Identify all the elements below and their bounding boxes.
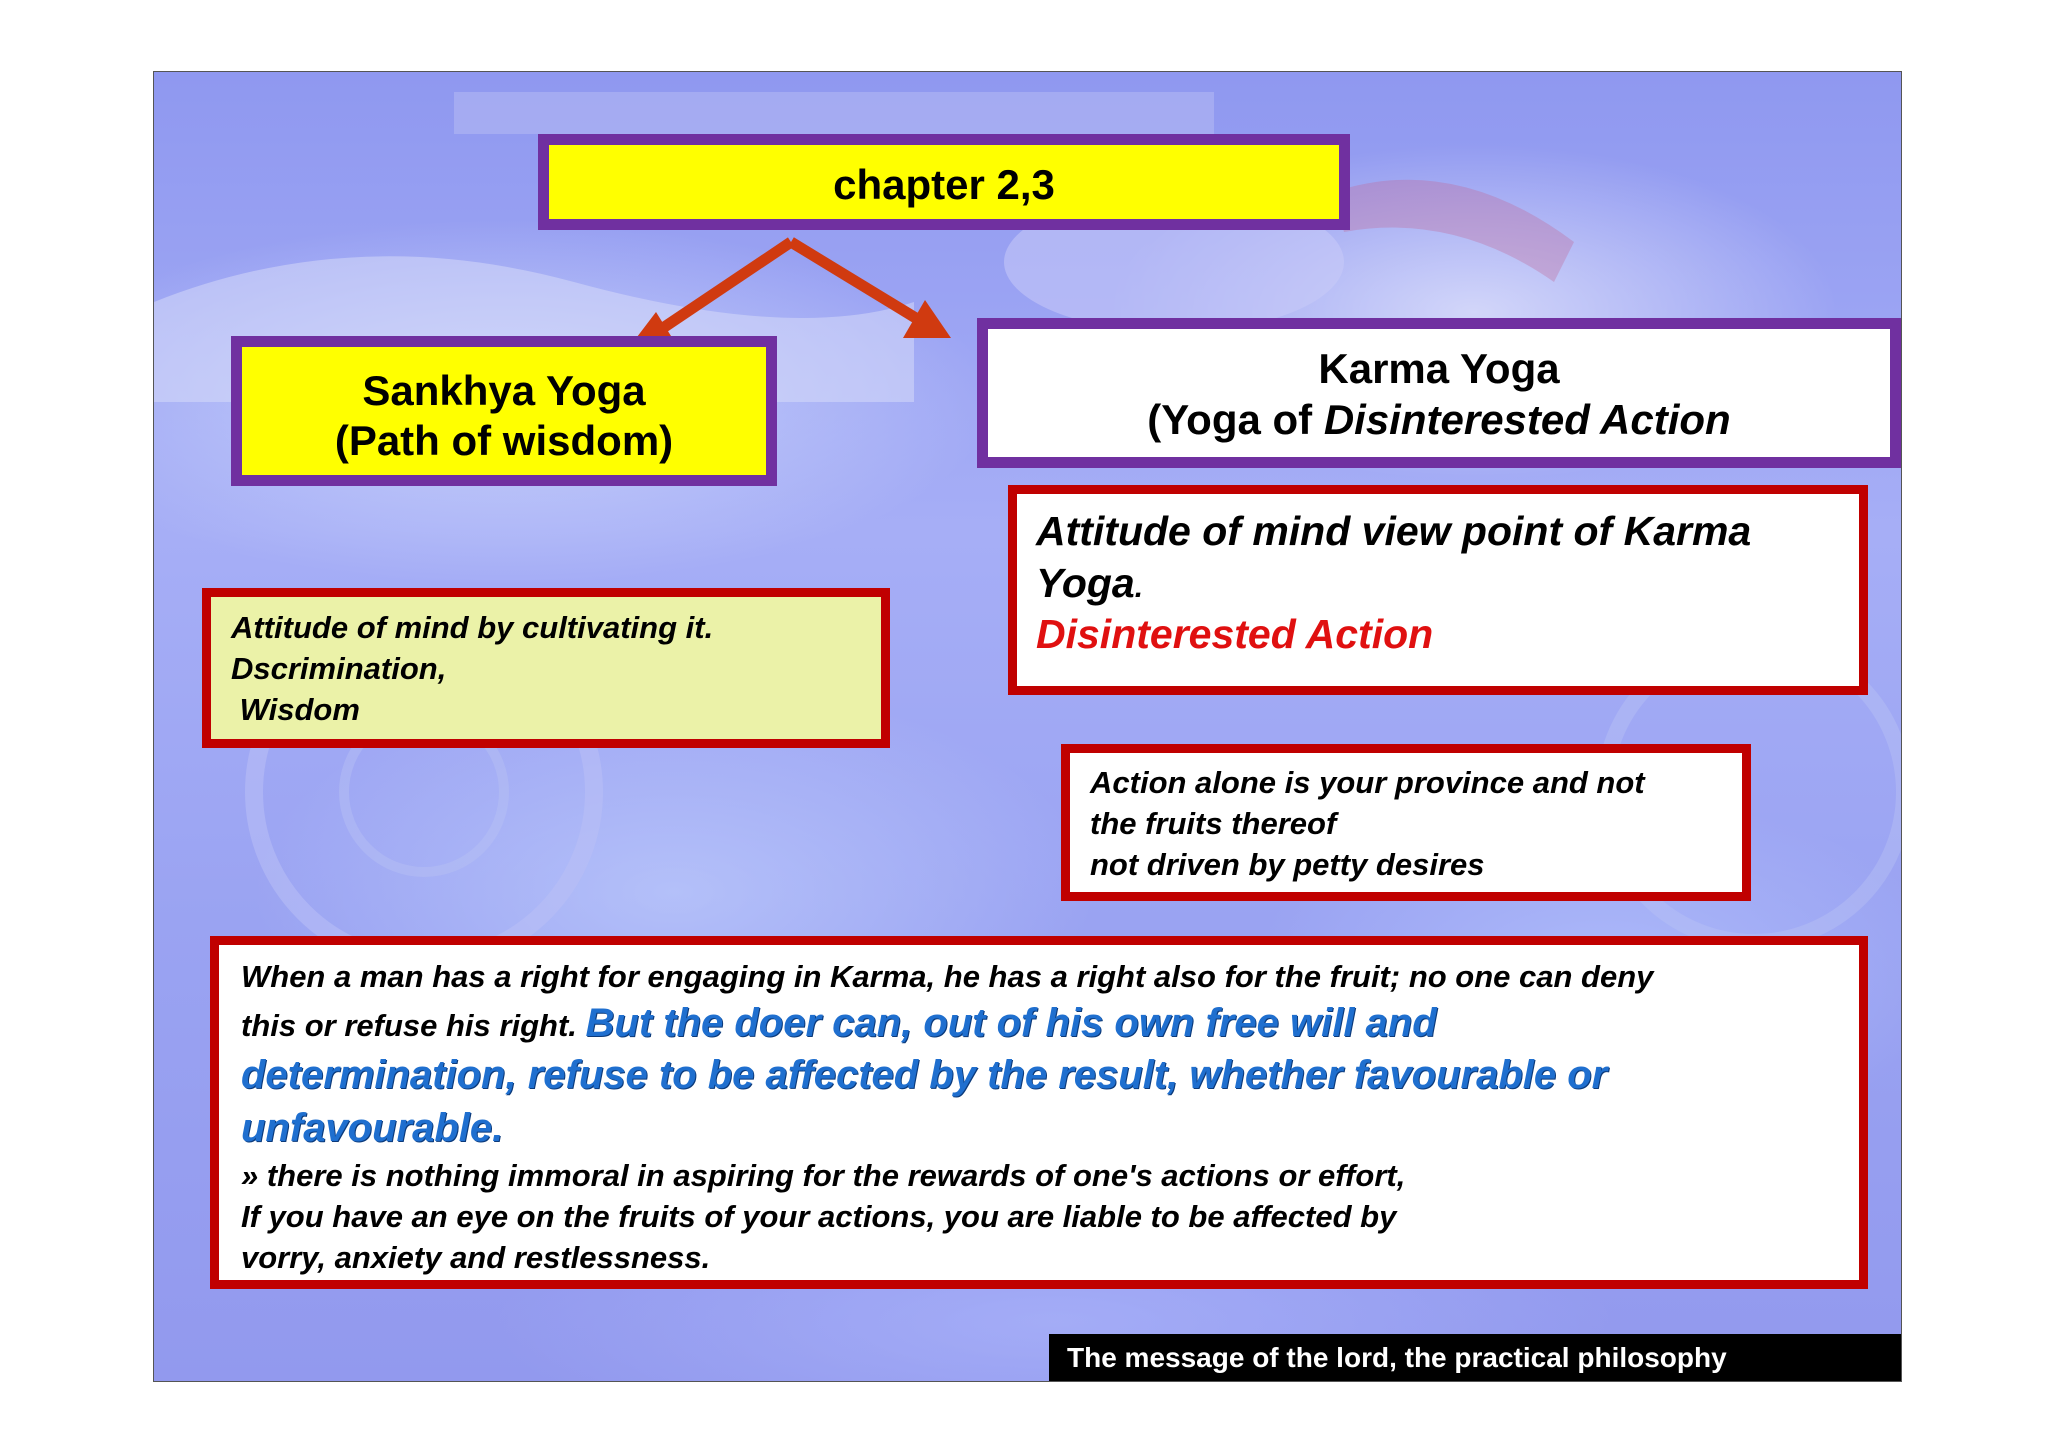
chapter-label: chapter 2,3: [833, 161, 1055, 208]
teaching-line5: » there is nothing immoral in aspiring for the rewards of one's actions or effort,: [241, 1158, 1406, 1193]
attitude-sankhya-line1: Attitude of mind by cultivating it.: [231, 610, 714, 645]
teaching-line4: unfavourable.: [241, 1106, 504, 1150]
attitude-karma-box: [1008, 485, 1868, 695]
karma-subtitle-emphasis: Disinterested Action: [1323, 396, 1731, 443]
action-line1: Action alone is your province and not: [1090, 765, 1645, 800]
karma-subtitle: [988, 396, 1890, 444]
sankhya-yoga-box: [231, 336, 777, 486]
sankhya-subtitle: (Path of wisdom): [334, 417, 674, 464]
action-line3: not driven by petty desires: [1090, 847, 1485, 882]
footer-text: The message of the lord, the practical philosophy: [1067, 1342, 1727, 1373]
attitude-sankhya-line3: Wisdom: [231, 692, 360, 727]
karma-subtitle-prefix: (Yoga of: [1147, 396, 1324, 443]
teaching-line2: [241, 1001, 1437, 1046]
disinterested-action-highlight: Disinterested Action: [1036, 611, 1434, 657]
teaching-line1: When a man has a right for engaging in Karma, he has a right also for the fruit; no one can deny: [241, 959, 1654, 994]
attitude-karma-line2-text: Yoga: [1036, 560, 1135, 606]
chapter-box: [538, 134, 1350, 230]
arrow-to-sankhya: [654, 242, 791, 334]
footer-bar: [1049, 1334, 1901, 1381]
action-line2: the fruits thereof: [1090, 806, 1337, 841]
attitude-karma-line1: Attitude of mind view point of Karma: [1036, 508, 1752, 554]
teaching-line7: vorry, anxiety and restlessness.: [241, 1240, 711, 1275]
teaching-line2-small: this or refuse his right.: [241, 1008, 586, 1043]
karma-yoga-box: [977, 318, 1901, 468]
karma-title: Karma Yoga: [1318, 345, 1560, 392]
main-teaching-box: [210, 936, 1868, 1289]
teaching-line3: determination, refuse to be affected by the result, whether favourable or: [241, 1053, 1608, 1097]
attitude-karma-line2-suffix: .: [1134, 571, 1144, 604]
arrow-to-karma: [791, 242, 919, 320]
sankhya-title: Sankhya Yoga: [362, 367, 646, 414]
slide: [153, 71, 1902, 1382]
attitude-karma-line2: [1036, 560, 1143, 607]
teaching-line6: If you have an eye on the fruits of your actions, you are liable to be affected by: [241, 1199, 1397, 1234]
teaching-line2-big: But the doer can, out of his own free will and: [585, 1001, 1437, 1045]
attitude-sankhya-box: [202, 588, 890, 748]
action-province-box: [1061, 744, 1751, 901]
attitude-sankhya-line2: Dscrimination,: [231, 651, 447, 686]
